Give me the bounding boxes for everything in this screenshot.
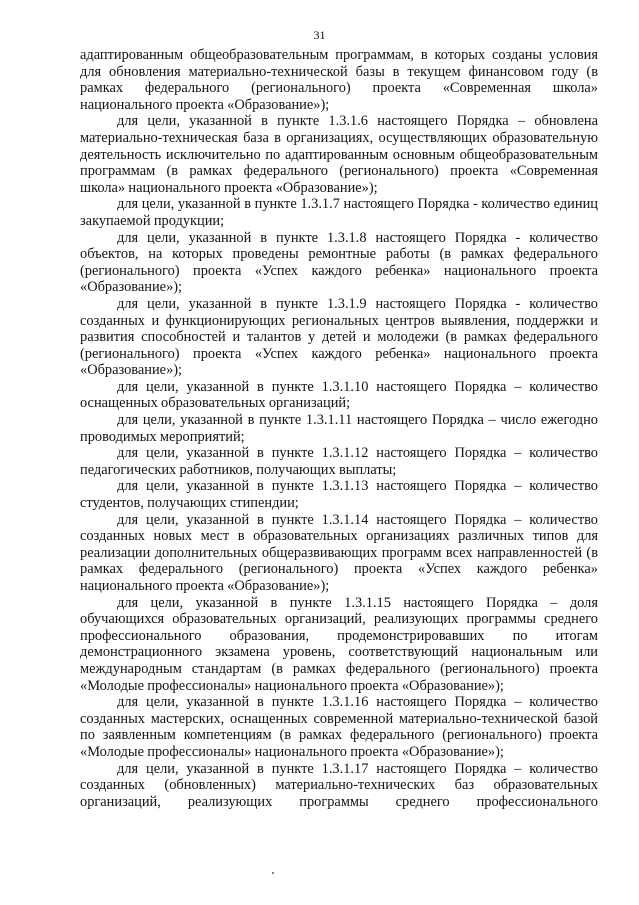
paragraph: для цели, указанной в пункте 1.3.1.6 настоящего Порядка – обновлена материально-техническая база в организациях, осуществляющих образовательную деятельность исключительно по адаптированным основным общеобразовательным программам (в рамках федерального (регионального) проекта «Современная школа» национального проекта «Образование»);	[80, 113, 598, 196]
paragraph: для цели, указанной в пункте 1.3.1.17 настоящего Порядка – количество созданных (обновленных) материально-технических баз образовательных организаций, реализующих программы среднего профессионального	[80, 760, 598, 810]
paragraph: для цели, указанной в пункте 1.3.1.13 настоящего Порядка – количество студентов, получающих стипендии;	[80, 478, 598, 512]
paragraph: для цели, указанной в пункте 1.3.1.16 настоящего Порядка – количество созданных мастерских, оснащенных современной материально-технической базой по заявленным компетенциям (в рамках федерального (регионального) проекта «Молодые профессионалы» национального проекта «Образование»);	[80, 694, 598, 760]
paragraph: для цели, указанной в пункте 1.3.1.15 настоящего Порядка – доля обучающихся образовательных организаций, реализующих программы среднего профессионального образования, продемонстрировавших по итогам демонстрационного экзамена уровень, соответствующий национальным или международным стандартам (в рамках федерального (регионального) проекта «Молодые профессионалы» национального проекта «Образование»);	[80, 594, 598, 694]
paragraph: для цели, указанной в пункте 1.3.1.11 настоящего Порядка – число ежегодно проводимых мероприятий;	[80, 412, 598, 445]
paragraph: для цели, указанной в пункте 1.3.1.7 настоящего Порядка - количество единиц закупаемой продукции;	[80, 196, 598, 229]
paragraph: для цели, указанной в пункте 1.3.1.10 настоящего Порядка – количество оснащенных образовательных организаций;	[80, 378, 598, 412]
paragraph: для цели, указанной в пункте 1.3.1.8 настоящего Порядка - количество объектов, на которых проведены ремонтные работы (в рамках федерального (регионального) проекта «Успех каждого ребенка» национального проекта «Образование»);	[80, 229, 598, 296]
paragraph: для цели, указанной в пункте 1.3.1.12 настоящего Порядка – количество педагогических работников, получающих выплаты;	[80, 445, 598, 478]
paragraph: для цели, указанной в пункте 1.3.1.14 настоящего Порядка – количество созданных новых мест в образовательных организациях различных типов для реализации дополнительных общеразвивающих программ всех направленностей (в рамках федерального (регионального) проекта «Успех каждого ребенка» национального проекта «Образование»);	[80, 511, 598, 594]
scan-speck	[272, 872, 274, 874]
paragraph: адаптированным общеобразовательным программам, в которых созданы условия для обновления материально-технической базы в текущем финансовом году (в рамках федерального (регионального) проекта «Современная школа» национального проекта «Образование»);	[80, 47, 598, 113]
paragraph: для цели, указанной в пункте 1.3.1.9 настоящего Порядка - количество созданных и функционирующих региональных центров выявления, поддержки и развития способностей и талантов у детей и молодежи (в рамках федерального (регионального) проекта «Успех каждого ребенка» национального проекта «Образование»);	[80, 295, 598, 379]
document-body	[80, 47, 598, 810]
page-number: 31	[313, 28, 326, 42]
